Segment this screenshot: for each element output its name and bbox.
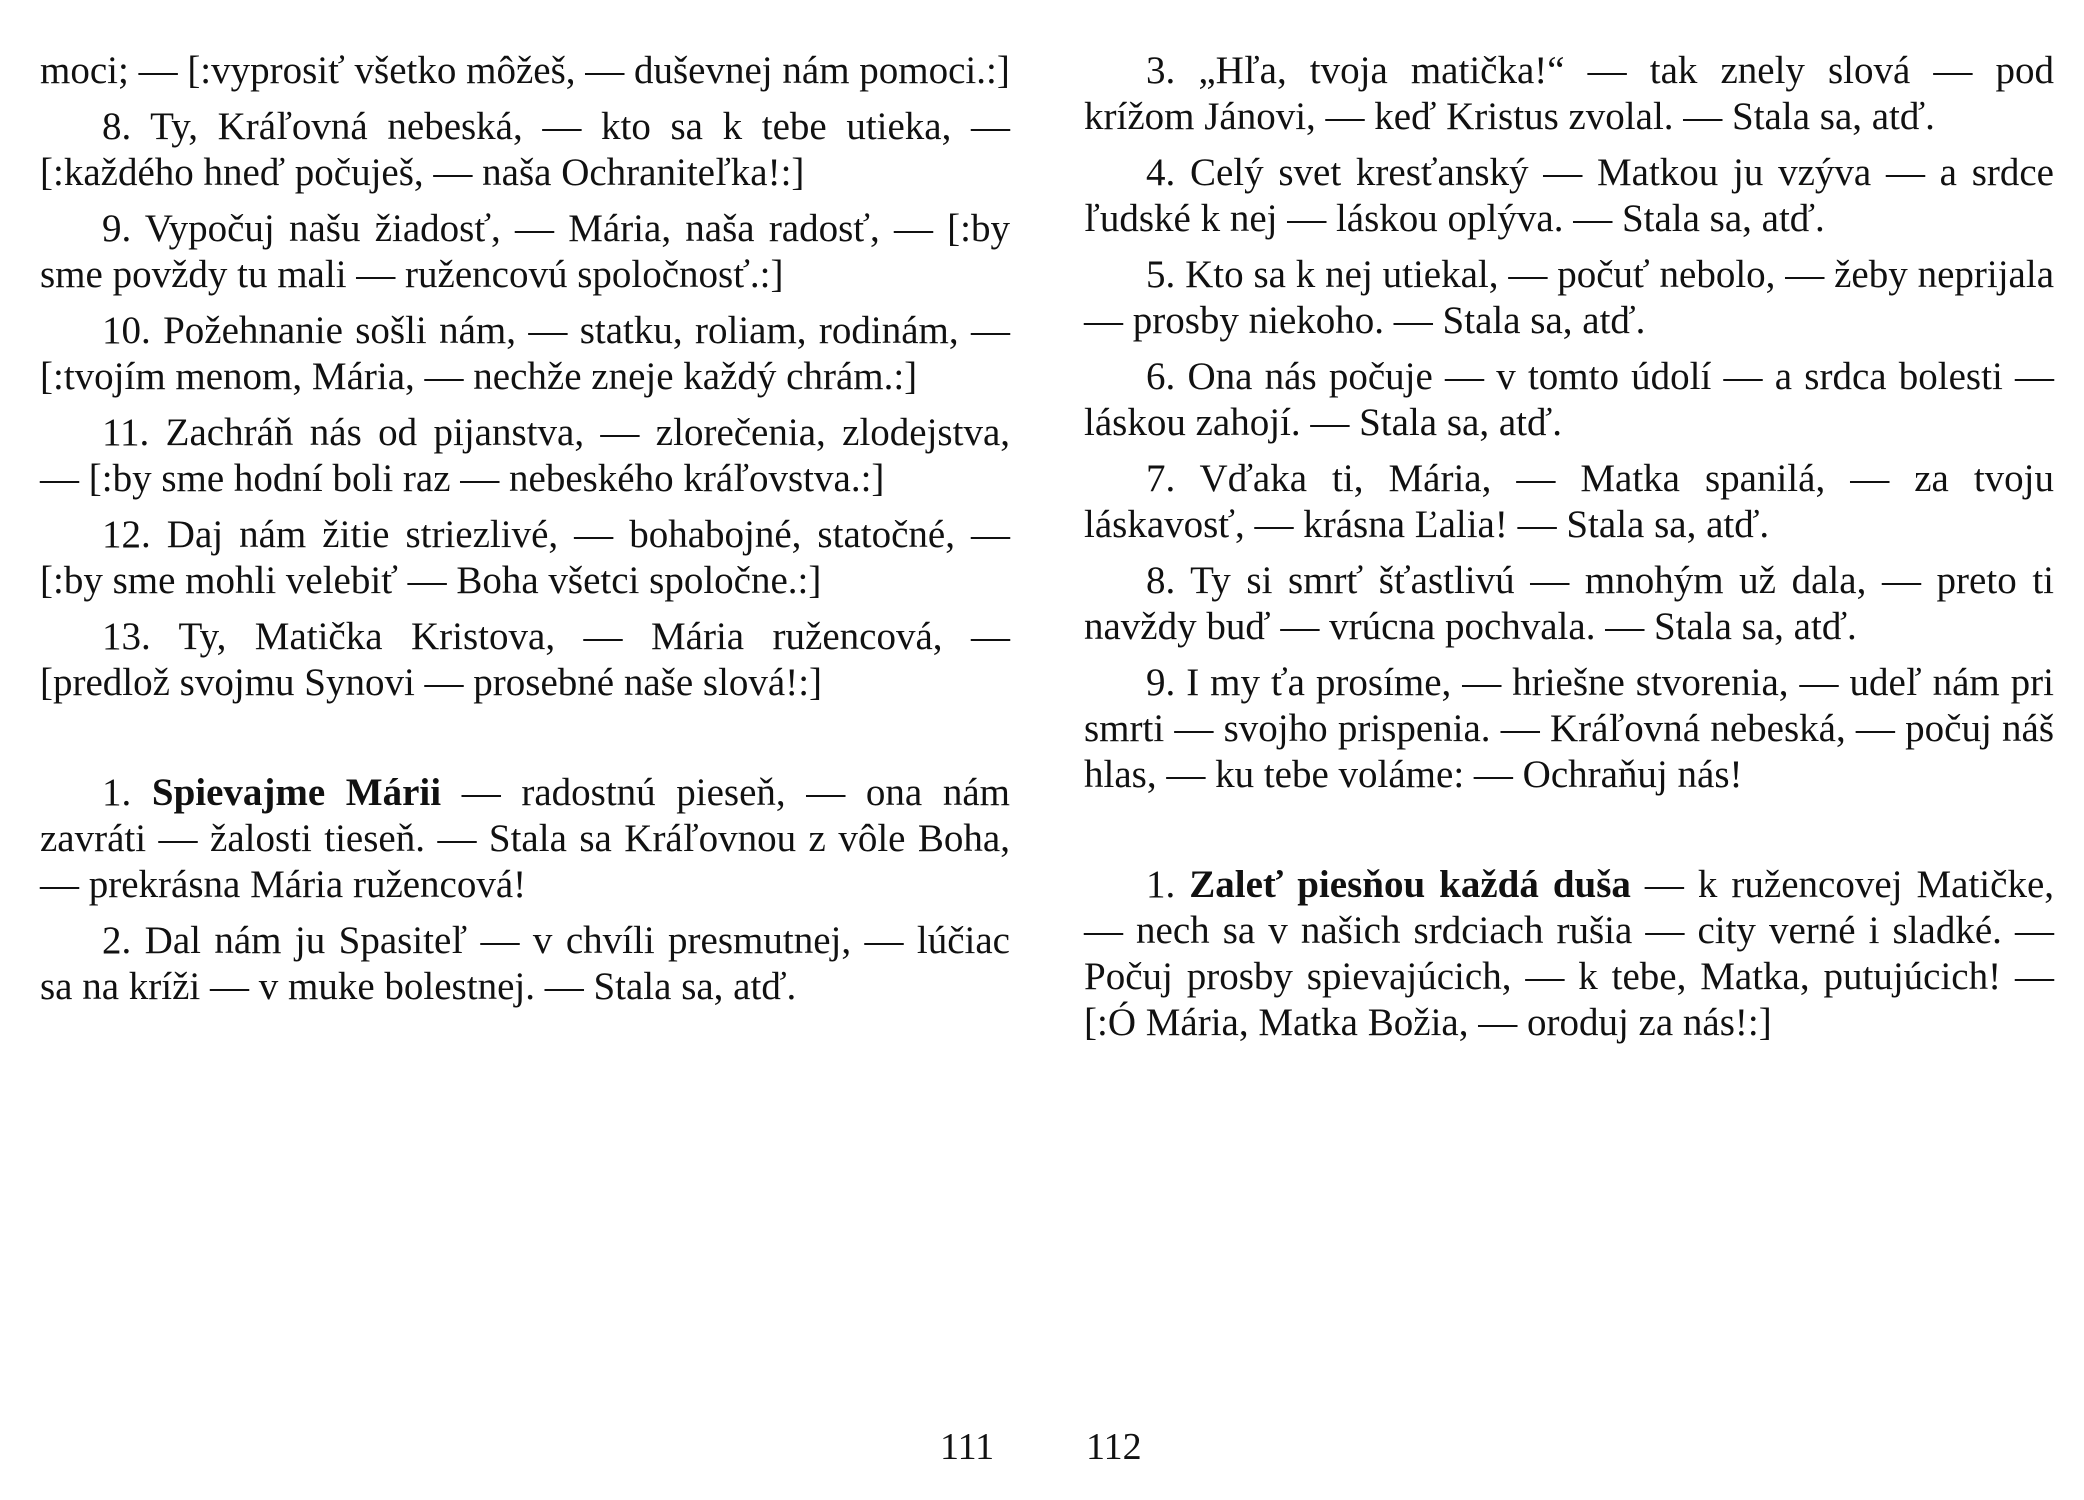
- left-page-number: 111: [940, 1426, 995, 1468]
- right-verse-8: 8. Ty si smrť šťastlivú — mnohým už dala, — preto ti navždy buď — vrúcna pochvala. — Stala sa, atď.: [1084, 559, 2054, 648]
- hymn-title: Zaleť piesňou každá duša: [1189, 863, 1631, 906]
- right-verse-5: 5. Kto sa k nej utiekal, — počuť nebolo, — žeby neprijala — prosby niekoho. — Stala sa, atď.: [1084, 253, 2054, 342]
- right-verse-3: 3. „Hľa, tvoja matička!“ — tak znely slová — pod krížom Jánovi, — keď Kristus zvolal. — Stala sa, atď.: [1084, 49, 2054, 138]
- left-verse-13: 13. Ty, Matička Kristova, — Mária ružencová, — [predlož svojmu Synovi — prosebné naše slová!:]: [40, 615, 1010, 704]
- hymn-zalet-verse-1: [1084, 862, 2054, 1046]
- left-paragraph-1: moci; — [:vyprosiť všetko môžeš, — duševnej nám pomoci.:]: [40, 49, 1010, 92]
- verse-number: 1.: [1146, 863, 1190, 906]
- left-page: [40, 48, 1010, 1020]
- hymn-spievajme-verse-2: 2. Dal nám ju Spasiteľ — v chvíli presmutnej, — lúčiac sa na kríži — v muke bolestnej. — Stala sa, atď.: [40, 919, 1010, 1008]
- left-verse-10: 10. Požehnanie sošli nám, — statku, roliam, rodinám, — [:tvojím menom, Mária, — nechže zneje každý chrám.:]: [40, 309, 1010, 398]
- left-verse-11: 11. Zachráň nás od pijanstva, — zlorečenia, zlodejstva, — [:by sme hodní boli raz — nebeského kráľovstva.:]: [40, 411, 1010, 500]
- right-verse-4: 4. Celý svet kresťanský — Matkou ju vzýva — a srdce ľudské k nej — láskou oplýva. — Stala sa, atď.: [1084, 151, 2054, 240]
- hymn-title: Spievajme Márii: [151, 771, 442, 814]
- right-verse-7: 7. Vďaka ti, Mária, — Matka spanilá, — za tvoju láskavosť, — krásna Ľalia! — Stala sa, atď.: [1084, 457, 2054, 546]
- right-verse-9: 9. I my ťa prosíme, — hriešne stvorenia, — udeľ nám pri smrti — svojho prispenia. — Kráľovná nebeská, — počuj náš hlas, — ku tebe voláme: — Ochraňuj nás!: [1084, 661, 2054, 796]
- verse-number: 1.: [102, 771, 152, 814]
- hymn-spievajme-verse-1: [40, 770, 1010, 908]
- verse-text: — radostnú pieseň, — ona nám zavráti — žalosti tieseň. — Stala sa Kráľovnou z vôle Boha, — prekrásna Mária ružencová!: [40, 771, 1010, 906]
- right-page: [1084, 48, 2054, 1056]
- left-verse-8: 8. Ty, Kráľovná nebeská, — kto sa k tebe utieka, — [:každého hneď počuješ, — naša Ochraniteľka!:]: [40, 105, 1010, 194]
- right-page-number: 112: [1086, 1426, 1142, 1468]
- right-verse-6: 6. Ona nás počuje — v tomto údolí — a srdca bolesti — láskou zahojí. — Stala sa, atď.: [1084, 355, 2054, 444]
- left-verse-12: 12. Daj nám žitie striezlivé, — bohabojné, statočné, — [:by sme mohli velebiť — Boha všetci spoločne.:]: [40, 513, 1010, 602]
- verse-text: — k ružencovej Matičke, — nech sa v našich srdciach rušia — city verné i sladké. — Počuj prosby spievajúcich, — k tebe, Matka, putujúcich! — [:Ó Mária, Matka Božia, — oroduj za nás!:]: [1084, 863, 2055, 1044]
- left-verse-9: 9. Vypočuj našu žiadosť, — Mária, naša radosť, — [:by sme povždy tu mali — ružencovú spoločnosť.:]: [40, 207, 1010, 296]
